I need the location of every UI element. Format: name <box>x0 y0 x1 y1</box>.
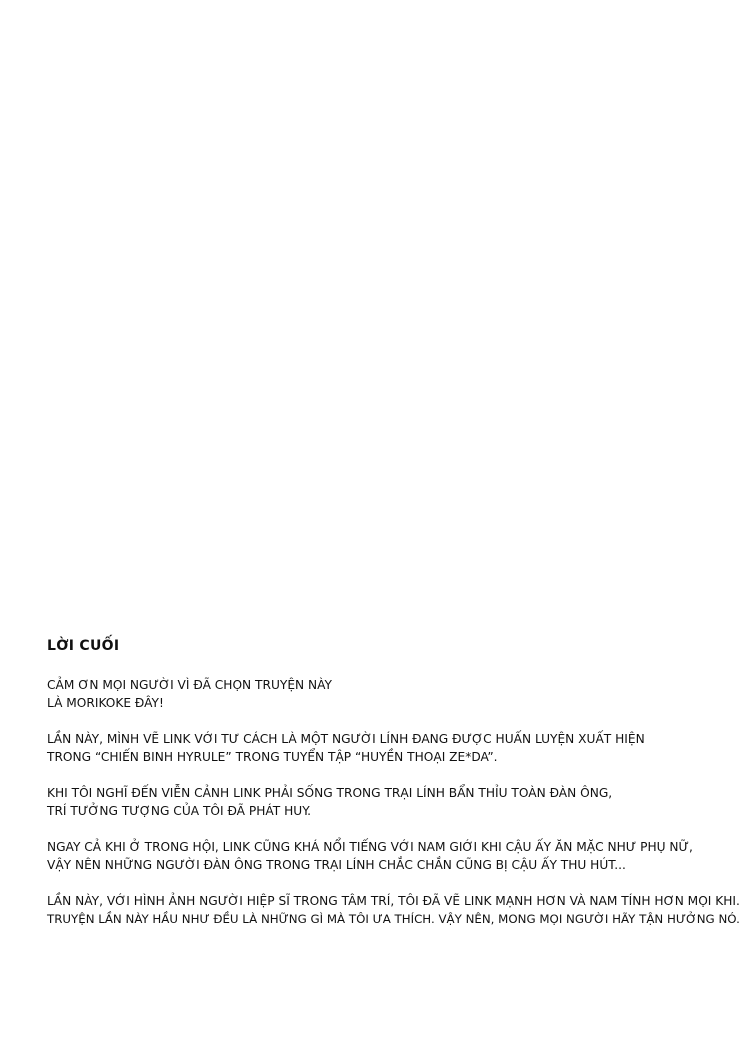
paragraph-line: LẦN NÀY, MÌNH VẼ LINK VỚI TƯ CÁCH LÀ MỘT NGƯỜI LÍNH ĐANG ĐƯỢC HUẤN LUYỆN XUẤT HIỆN <box>47 732 645 746</box>
paragraph-line: TRUYỆN LẦN NÀY HẦU NHƯ ĐỀU LÀ NHỮNG GÌ MÀ TÔI ƯA THÍCH. VẬY NÊN, MONG MỌI NGƯỜI HÃY TẬN HƯỞNG NÓ. <box>47 912 740 926</box>
paragraph-line: TRONG “CHIẾN BINH HYRULE” TRONG TUYỂN TẬP “HUYỀN THOẠI ZE*DA”. <box>47 750 498 764</box>
afterword-paragraph-barracks <box>47 784 747 820</box>
afterword-paragraph-guild <box>47 838 747 874</box>
paragraph-line: TRÍ TƯỞNG TƯỢNG CỦA TÔI ĐÃ PHÁT HUY. <box>47 804 312 818</box>
afterword-section <box>47 636 747 946</box>
paragraph-line: LÀ MORIKOKE ĐÂY! <box>47 696 164 710</box>
afterword-paragraph-soldier <box>47 730 747 766</box>
afterword-title: LỜI CUỐI <box>47 638 120 654</box>
afterword-paragraph-knight <box>47 892 747 928</box>
afterword-paragraph-thanks <box>47 676 747 712</box>
paragraph-line: LẦN NÀY, VỚI HÌNH ẢNH NGƯỜI HIỆP SĨ TRONG TÂM TRÍ, TÔI ĐÃ VẼ LINK MẠNH HƠN VÀ NAM TÍNH HƠN MỌI KHI. <box>47 894 740 908</box>
paragraph-line: VẬY NÊN NHỮNG NGƯỜI ĐÀN ÔNG TRONG TRẠI LÍNH CHẮC CHẮN CŨNG BỊ CẬU ẤY THU HÚT... <box>47 858 626 872</box>
paragraph-line: CẢM ƠN MỌI NGƯỜI VÌ ĐÃ CHỌN TRUYỆN NÀY <box>47 678 332 692</box>
paragraph-line: KHI TÔI NGHĨ ĐẾN VIỄN CẢNH LINK PHẢI SỐNG TRONG TRẠI LÍNH BẨN THỈU TOÀN ĐÀN ÔNG, <box>47 786 613 800</box>
paragraph-line: NGAY CẢ KHI Ở TRONG HỘI, LINK CŨNG KHÁ NỔI TIẾNG VỚI NAM GIỚI KHI CẬU ẤY ĂN MẶC NHƯ PHỤ NỮ, <box>47 840 693 854</box>
